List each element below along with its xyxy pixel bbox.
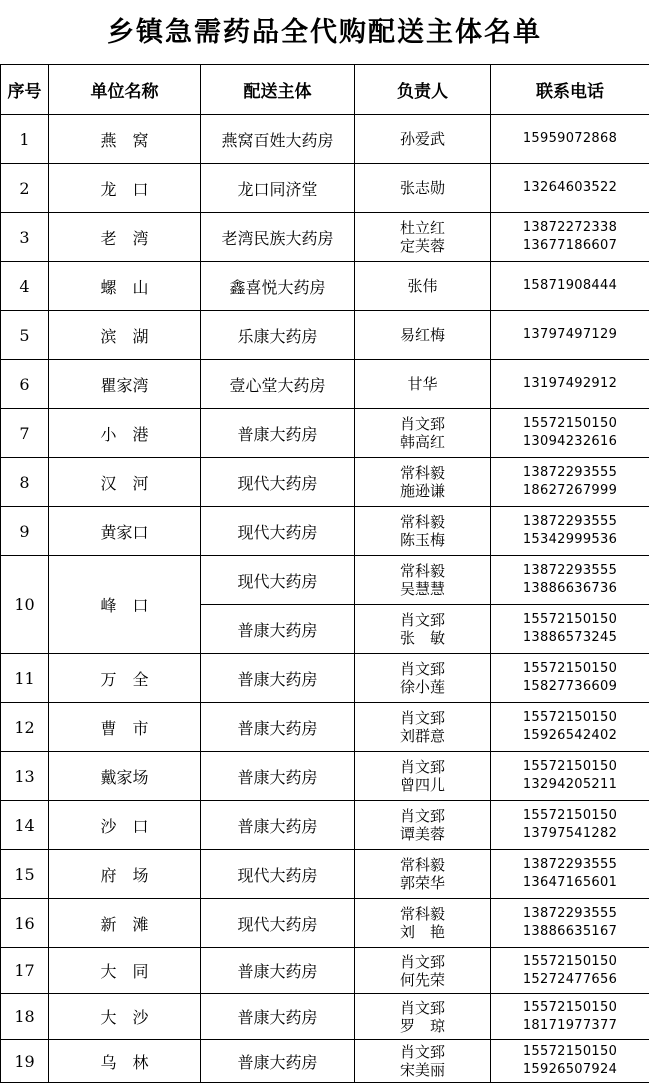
row-phone <box>491 164 649 213</box>
person-line: 常科毅 <box>399 464 445 482</box>
phone-line: 13872293555 <box>522 857 618 872</box>
person-line: 郭荣华 <box>399 874 445 892</box>
person-line: 肖文郅 <box>399 611 445 629</box>
person-line: 常科毅 <box>399 905 445 923</box>
person-line: 孙爱武 <box>399 130 445 148</box>
row-unit: 大 沙 <box>49 994 201 1040</box>
row-entity: 现代大药房 <box>201 556 355 605</box>
row-phone <box>491 654 649 703</box>
row-unit: 小 港 <box>49 409 201 458</box>
row-person <box>355 164 491 213</box>
person-line: 张志勋 <box>399 179 445 197</box>
row-person <box>355 899 491 948</box>
row-person <box>355 994 491 1040</box>
row-seq: 19 <box>1 1040 49 1083</box>
person-line: 肖文郅 <box>399 1043 445 1061</box>
row-entity: 乐康大药房 <box>201 311 355 360</box>
phone-line: 15572150150 <box>522 953 618 969</box>
row-seq: 5 <box>1 311 49 360</box>
person-line: 肖文郅 <box>399 998 445 1017</box>
phone-line: 13797541282 <box>522 826 618 841</box>
table-row <box>1 164 649 213</box>
table-row <box>1 899 649 948</box>
row-seq: 8 <box>1 458 49 507</box>
row-seq: 17 <box>1 948 49 994</box>
row-unit: 老 湾 <box>49 213 201 262</box>
row-unit: 府 场 <box>49 850 201 899</box>
row-person <box>355 1040 491 1083</box>
row-entity: 鑫喜悦大药房 <box>201 262 355 311</box>
table-row <box>1 801 649 850</box>
row-unit: 螺 山 <box>49 262 201 311</box>
person-line: 肖文郅 <box>399 758 445 776</box>
row-seq: 4 <box>1 262 49 311</box>
row-phone <box>491 360 649 409</box>
row-seq: 18 <box>1 994 49 1040</box>
phone-line: 15572150150 <box>522 612 618 627</box>
table-row <box>1 752 649 801</box>
person-line: 易红梅 <box>399 326 445 344</box>
row-person <box>355 213 491 262</box>
row-unit: 黄家口 <box>49 507 201 556</box>
table-row <box>1 458 649 507</box>
row-unit: 乌 林 <box>49 1040 201 1083</box>
phone-line: 15827736609 <box>522 679 618 694</box>
row-phone <box>491 115 649 164</box>
header-entity: 配送主体 <box>201 65 355 115</box>
table-row <box>1 115 649 164</box>
phone-line: 13797497129 <box>522 327 618 342</box>
row-unit: 燕 窝 <box>49 115 201 164</box>
row-unit: 汉 河 <box>49 458 201 507</box>
table-row <box>1 409 649 458</box>
phone-line: 15572150150 <box>522 416 618 431</box>
person-line: 韩高红 <box>399 433 445 451</box>
row-person <box>355 556 491 605</box>
row-phone <box>491 948 649 994</box>
table-header-row <box>1 65 649 115</box>
row-seq: 15 <box>1 850 49 899</box>
person-line: 杜立红 <box>399 219 445 237</box>
row-seq: 14 <box>1 801 49 850</box>
row-person <box>355 654 491 703</box>
row-entity: 现代大药房 <box>201 458 355 507</box>
row-seq: 2 <box>1 164 49 213</box>
person-line: 肖文郅 <box>399 415 445 433</box>
row-unit: 大 同 <box>49 948 201 994</box>
phone-line: 15572150150 <box>522 999 618 1015</box>
person-line: 甘华 <box>407 375 438 393</box>
phone-line: 18627267999 <box>522 483 618 498</box>
row-entity: 现代大药房 <box>201 507 355 556</box>
person-line: 徐小莲 <box>399 678 445 696</box>
phone-line: 13294205211 <box>522 777 618 792</box>
phone-line: 13264603522 <box>522 180 618 195</box>
phone-line: 15926507924 <box>522 1062 618 1077</box>
row-person <box>355 801 491 850</box>
header-seq: 序号 <box>1 65 49 115</box>
row-phone <box>491 752 649 801</box>
row-seq: 9 <box>1 507 49 556</box>
row-unit: 龙 口 <box>49 164 201 213</box>
person-line: 肖文郅 <box>399 709 445 727</box>
person-line: 罗 琼 <box>399 1016 445 1035</box>
row-seq: 10 <box>1 556 49 654</box>
row-entity: 燕窝百姓大药房 <box>201 115 355 164</box>
table-row <box>1 262 649 311</box>
row-entity: 壹心堂大药房 <box>201 360 355 409</box>
phone-line: 15572150150 <box>522 808 618 823</box>
row-person <box>355 360 491 409</box>
person-line: 常科毅 <box>399 513 445 531</box>
person-line: 陈玉梅 <box>399 531 445 549</box>
row-phone <box>491 507 649 556</box>
row-entity: 现代大药房 <box>201 899 355 948</box>
row-person <box>355 703 491 752</box>
table-row <box>1 507 649 556</box>
table-row <box>1 360 649 409</box>
row-phone <box>491 458 649 507</box>
row-phone <box>491 213 649 262</box>
row-unit: 滨 湖 <box>49 311 201 360</box>
row-phone <box>491 850 649 899</box>
table-row <box>1 311 649 360</box>
row-phone <box>491 703 649 752</box>
phone-line: 15572150150 <box>522 1044 618 1059</box>
header-phone: 联系电话 <box>491 65 649 115</box>
row-person <box>355 507 491 556</box>
row-phone <box>491 556 649 605</box>
person-line: 刘群意 <box>399 727 445 745</box>
row-phone <box>491 899 649 948</box>
person-line: 谭美蓉 <box>399 825 445 843</box>
row-entity: 普康大药房 <box>201 409 355 458</box>
person-line: 肖文郅 <box>399 952 445 971</box>
person-line: 常科毅 <box>399 856 445 874</box>
person-line: 刘 艳 <box>399 923 445 941</box>
phone-line: 15959072868 <box>522 131 618 146</box>
row-unit: 瞿家湾 <box>49 360 201 409</box>
phone-line: 13647165601 <box>522 875 618 890</box>
table-row <box>1 703 649 752</box>
phone-line: 15342999536 <box>522 532 618 547</box>
table-row <box>1 556 649 605</box>
row-phone <box>491 801 649 850</box>
row-person <box>355 850 491 899</box>
row-person <box>355 948 491 994</box>
table-row <box>1 1040 649 1083</box>
row-entity: 普康大药房 <box>201 994 355 1040</box>
person-line: 吴慧慧 <box>399 580 445 598</box>
row-unit: 万 全 <box>49 654 201 703</box>
phone-line: 15572150150 <box>522 710 618 725</box>
phone-line: 13094232616 <box>522 434 618 449</box>
person-line: 张 敏 <box>399 629 445 647</box>
row-phone <box>491 1040 649 1083</box>
person-line: 何先荣 <box>399 970 445 989</box>
row-person <box>355 311 491 360</box>
row-entity: 老湾民族大药房 <box>201 213 355 262</box>
phone-line: 15572150150 <box>522 759 618 774</box>
row-person <box>355 262 491 311</box>
row-entity: 普康大药房 <box>201 801 355 850</box>
phone-line: 13677186607 <box>522 238 618 253</box>
row-entity: 普康大药房 <box>201 654 355 703</box>
row-person <box>355 409 491 458</box>
row-entity: 普康大药房 <box>201 605 355 654</box>
phone-line: 18171977377 <box>522 1017 618 1033</box>
header-unit: 单位名称 <box>49 65 201 115</box>
person-line: 肖文郅 <box>399 660 445 678</box>
row-phone <box>491 605 649 654</box>
phone-line: 13886636736 <box>522 581 618 596</box>
phone-line: 13872293555 <box>522 563 618 578</box>
phone-line: 15572150150 <box>522 661 618 676</box>
row-person <box>355 458 491 507</box>
row-seq: 3 <box>1 213 49 262</box>
row-entity: 普康大药房 <box>201 1040 355 1083</box>
phone-line: 15871908444 <box>522 278 618 293</box>
row-seq: 1 <box>1 115 49 164</box>
row-unit: 戴家场 <box>49 752 201 801</box>
phone-line: 15272477656 <box>522 971 618 987</box>
phone-line: 13872293555 <box>522 465 618 480</box>
table-row <box>1 850 649 899</box>
phone-line: 13872293555 <box>522 906 618 921</box>
phone-line: 13197492912 <box>522 376 618 391</box>
phone-line: 13886573245 <box>522 630 618 645</box>
row-entity: 普康大药房 <box>201 703 355 752</box>
person-line: 施逊谦 <box>399 482 445 500</box>
row-entity: 现代大药房 <box>201 850 355 899</box>
person-line: 宋美丽 <box>399 1061 445 1079</box>
phone-line: 13872272338 <box>522 220 618 235</box>
row-entity: 普康大药房 <box>201 752 355 801</box>
row-person <box>355 605 491 654</box>
row-unit: 曹 市 <box>49 703 201 752</box>
row-seq: 7 <box>1 409 49 458</box>
header-person: 负责人 <box>355 65 491 115</box>
row-phone <box>491 409 649 458</box>
row-unit: 沙 口 <box>49 801 201 850</box>
phone-line: 13872293555 <box>522 514 618 529</box>
person-line: 张伟 <box>407 277 438 295</box>
row-seq: 12 <box>1 703 49 752</box>
row-phone <box>491 311 649 360</box>
row-entity: 龙口同济堂 <box>201 164 355 213</box>
row-seq: 11 <box>1 654 49 703</box>
row-unit: 峰 口 <box>49 556 201 654</box>
person-line: 曾四儿 <box>399 776 445 794</box>
phone-line: 13886635167 <box>522 924 618 939</box>
table-row <box>1 994 649 1040</box>
row-person <box>355 115 491 164</box>
row-phone <box>491 994 649 1040</box>
person-line: 肖文郅 <box>399 807 445 825</box>
row-unit: 新 滩 <box>49 899 201 948</box>
row-phone <box>491 262 649 311</box>
page-title: 乡镇急需药品全代购配送主体名单 <box>107 17 542 48</box>
table-row <box>1 213 649 262</box>
row-seq: 13 <box>1 752 49 801</box>
phone-line: 15926542402 <box>522 728 618 743</box>
row-seq: 6 <box>1 360 49 409</box>
table-row <box>1 654 649 703</box>
distribution-table <box>0 64 649 1083</box>
table-row <box>1 948 649 994</box>
row-seq: 16 <box>1 899 49 948</box>
row-entity: 普康大药房 <box>201 948 355 994</box>
person-line: 定芙蓉 <box>399 237 445 255</box>
person-line: 常科毅 <box>399 562 445 580</box>
row-person <box>355 752 491 801</box>
